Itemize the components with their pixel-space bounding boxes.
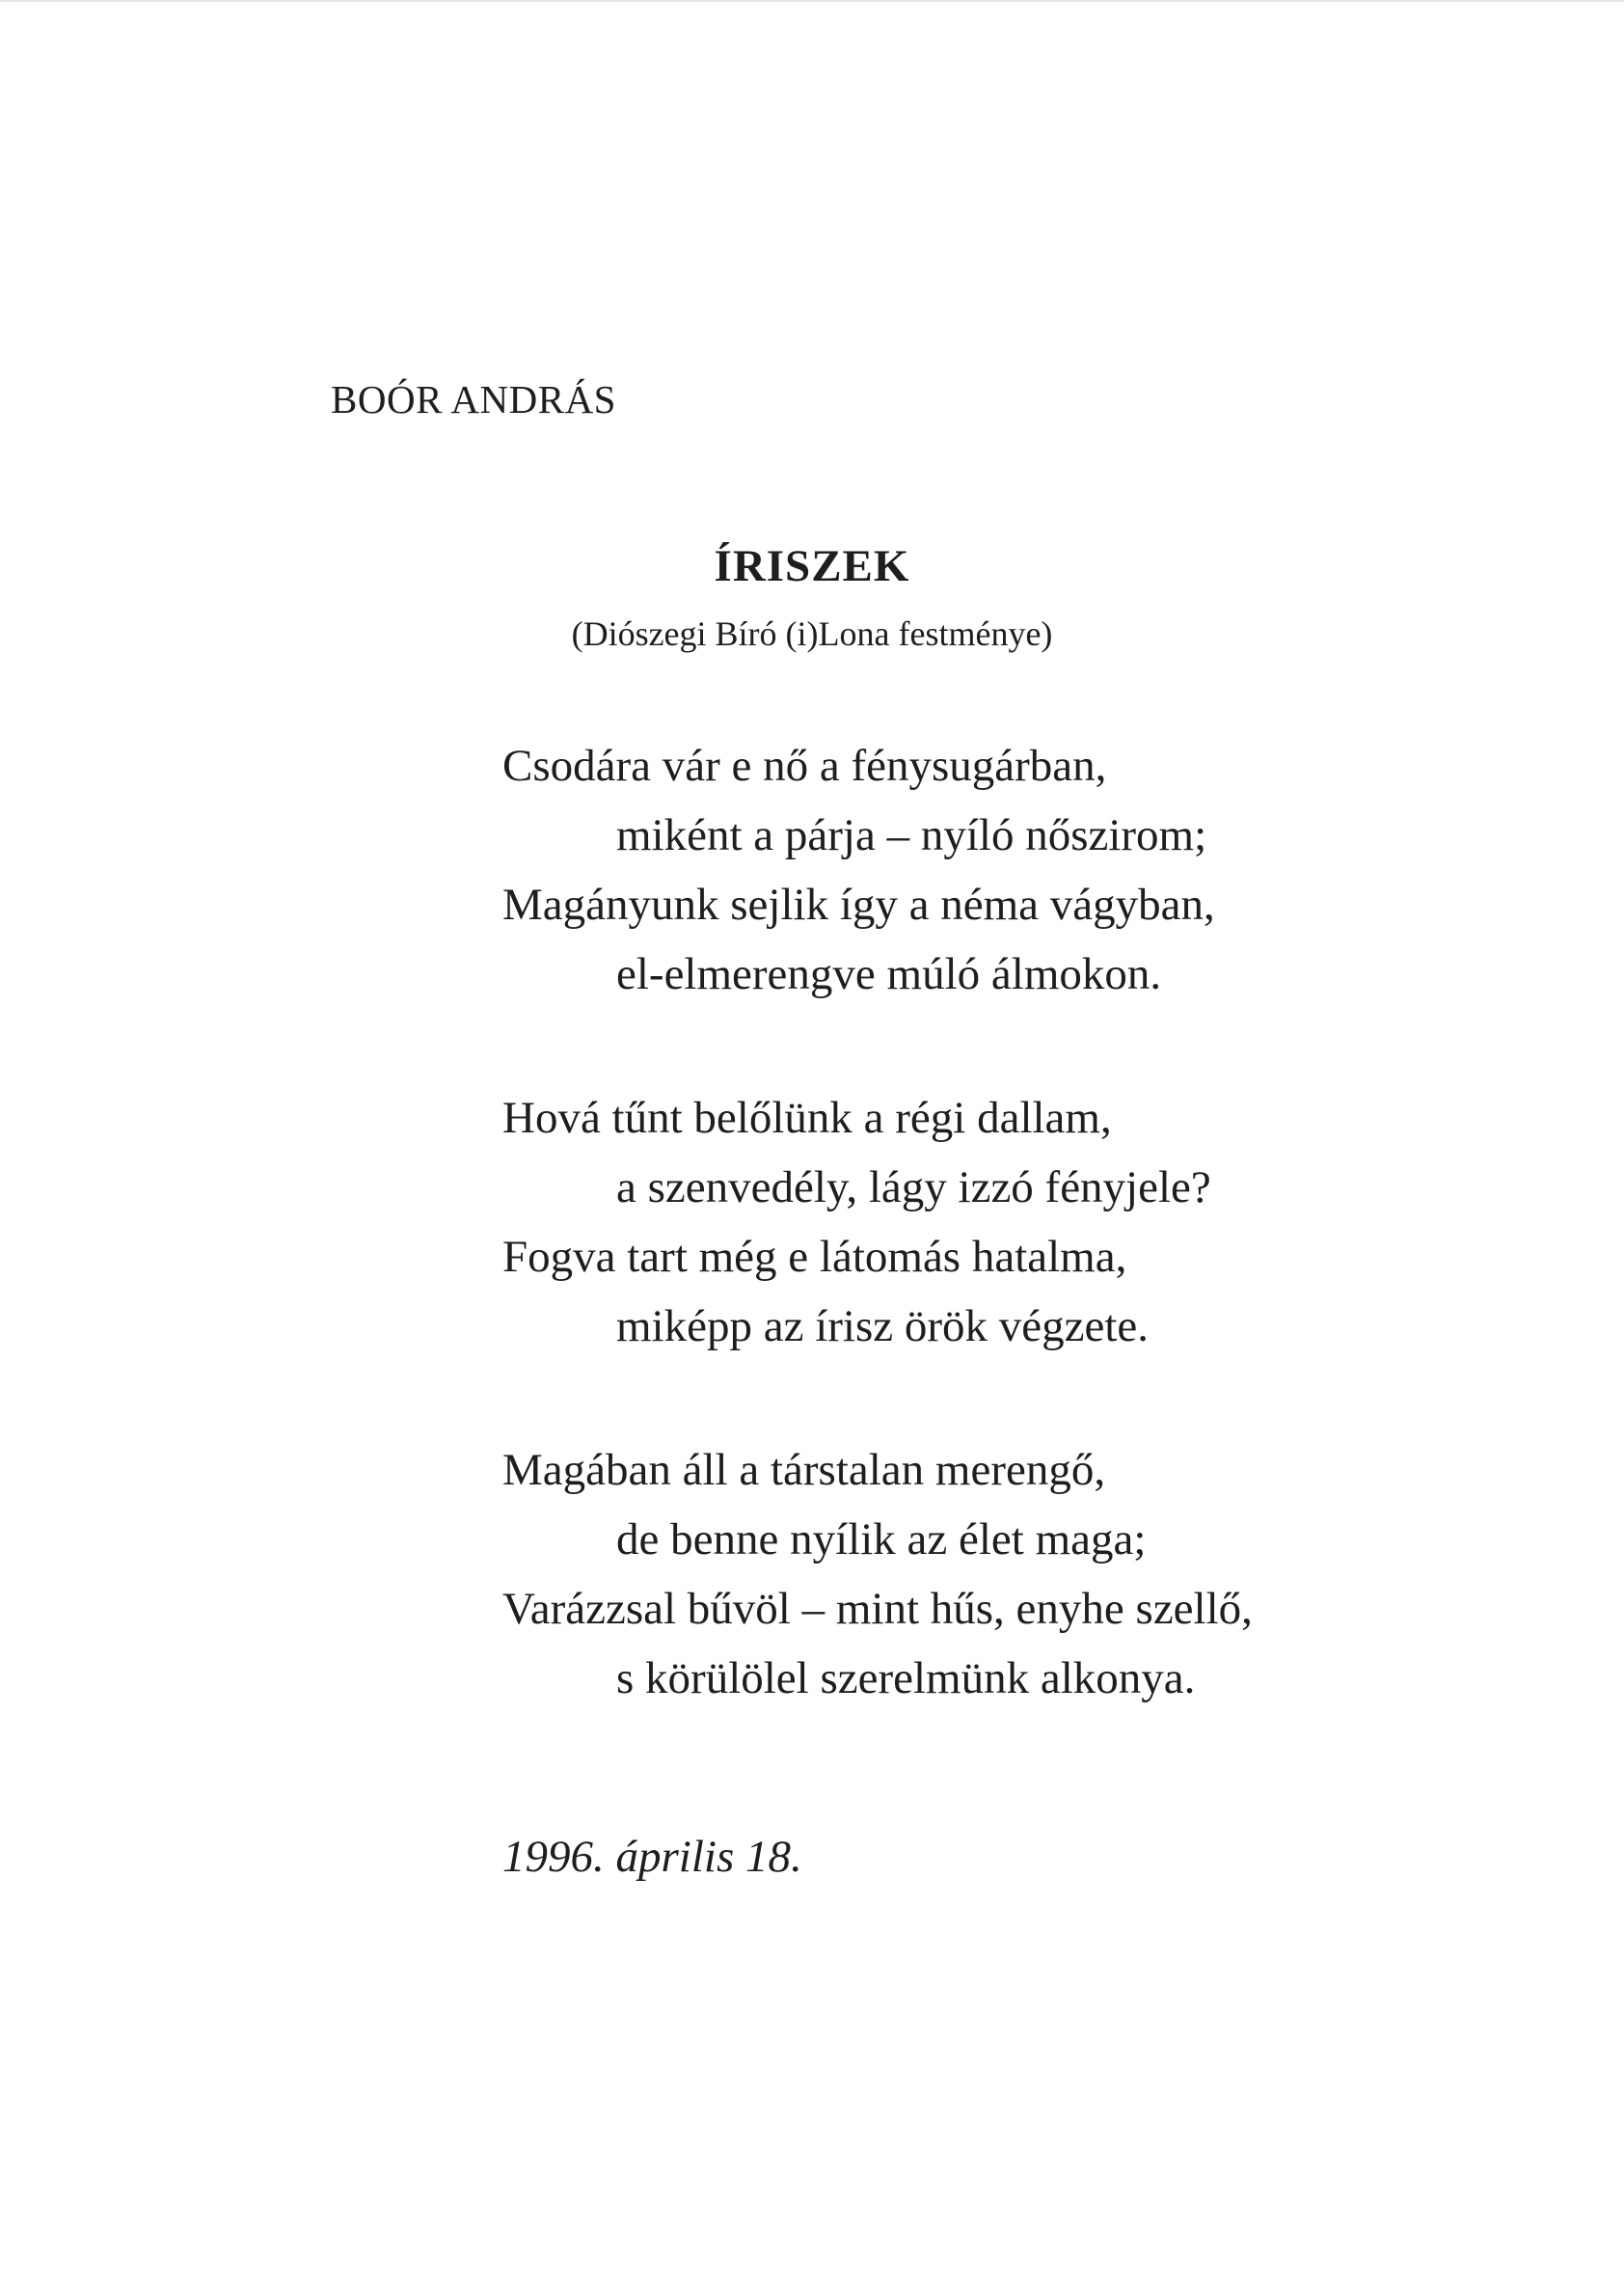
poem-line: Fogva tart még e látomás hatalma, [502,1232,1127,1282]
poem-title: ÍRISZEK [714,541,910,591]
page-top-edge [0,0,1624,2]
poem-line: a szenvedély, lágy izzó fényjele? [616,1162,1211,1212]
poem-line: Hová tűnt belőlünk a régi dallam, [502,1093,1112,1143]
poem-line: s körülölel szerelmünk alkonya. [616,1653,1196,1703]
stanza-1 [502,731,1467,1009]
poem-date: 1996. április 18. [502,1832,802,1882]
poem-line: miképp az írisz örök végzete. [616,1301,1150,1351]
poem-line: el-elmerengve múló álmokon. [616,949,1162,999]
poem-line: de benne nyílik az élet maga; [616,1514,1147,1565]
poem-body [502,731,1467,1787]
poem-line: Magában áll a társtalan merengő, [502,1445,1106,1495]
poem-line: miként a párja – nyíló nőszirom; [616,810,1207,860]
stanza-3 [502,1435,1467,1713]
poem-subtitle: (Diószegi Bíró (i)Lona festménye) [571,614,1053,653]
poem-line: Magányunk sejlik így a néma vágyban, [502,880,1215,930]
poem-line: Varázzsal bűvöl – mint hűs, enyhe szellő, [502,1584,1253,1634]
stanza-2 [502,1083,1467,1361]
poem-line: Csodára vár e nő a fénysugárban, [502,741,1107,791]
author-name: BOÓR ANDRÁS [331,377,616,422]
